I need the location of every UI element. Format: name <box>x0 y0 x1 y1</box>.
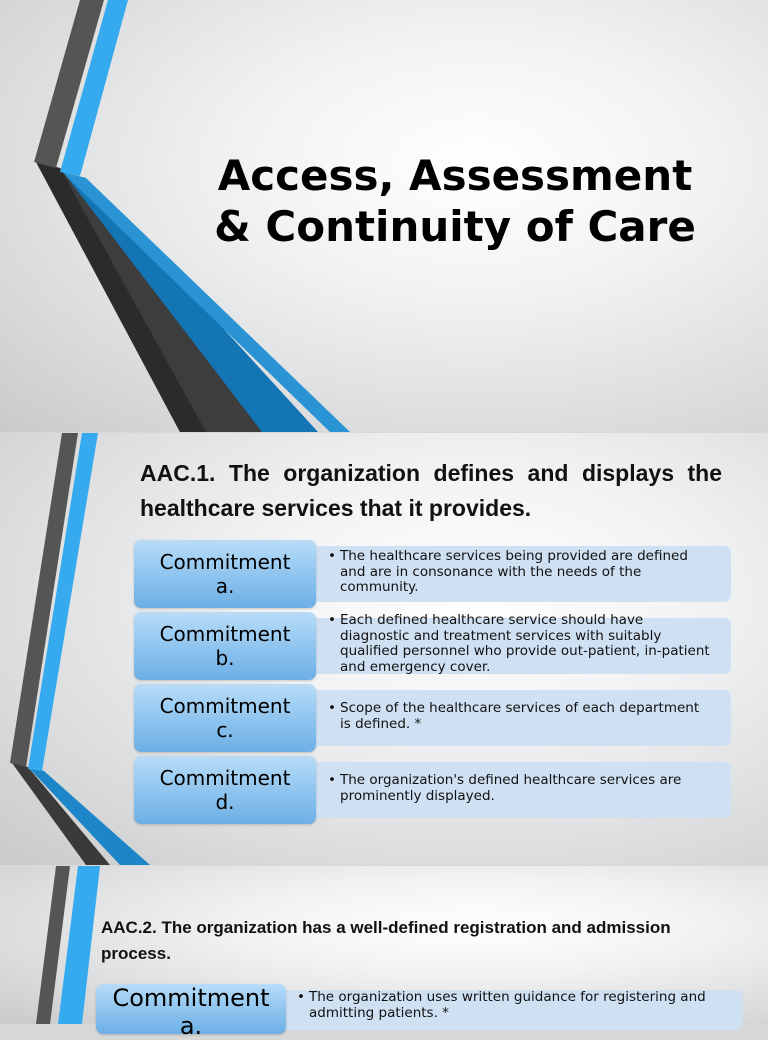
aac2-heading: AAC.2. The organization has a well-defined registration and admission process. <box>101 918 671 963</box>
title-line-1: Access, Assessment <box>217 151 693 200</box>
commitment-c-label: Commitment c. <box>134 684 316 752</box>
commitment-a-label: Commitment a. <box>134 540 316 608</box>
aac1-heading: AAC.1. The organization defines and displays the healthcare services that it provides. <box>140 460 722 521</box>
slide-title <box>200 150 710 252</box>
title-line-2: & Continuity of Care <box>214 202 696 251</box>
commitment-b-text: • Each defined healthcare service should have diagnostic and treatment services with suitably qualified personnel who provide out-patient, in-patient and emergency cover. <box>328 612 710 675</box>
commitment-a-text: • The healthcare services being provided are defined and are in consonance with the needs of the community. <box>328 548 688 595</box>
commitment-b-label: Commitment b. <box>134 612 316 680</box>
aac2-commitment-a-text: • The organization uses written guidance for registering and admitting patients. * <box>297 989 706 1021</box>
title-slide <box>0 0 768 432</box>
commitment-c-text: • Scope of the healthcare services of each department is defined. * <box>328 700 700 732</box>
aac2-commitment-a-label: Commitment a. <box>96 984 286 1034</box>
commitment-d-text: • The organization's defined healthcare services are prominently displayed. <box>328 772 682 804</box>
commitment-d-label: Commitment d. <box>134 756 316 824</box>
